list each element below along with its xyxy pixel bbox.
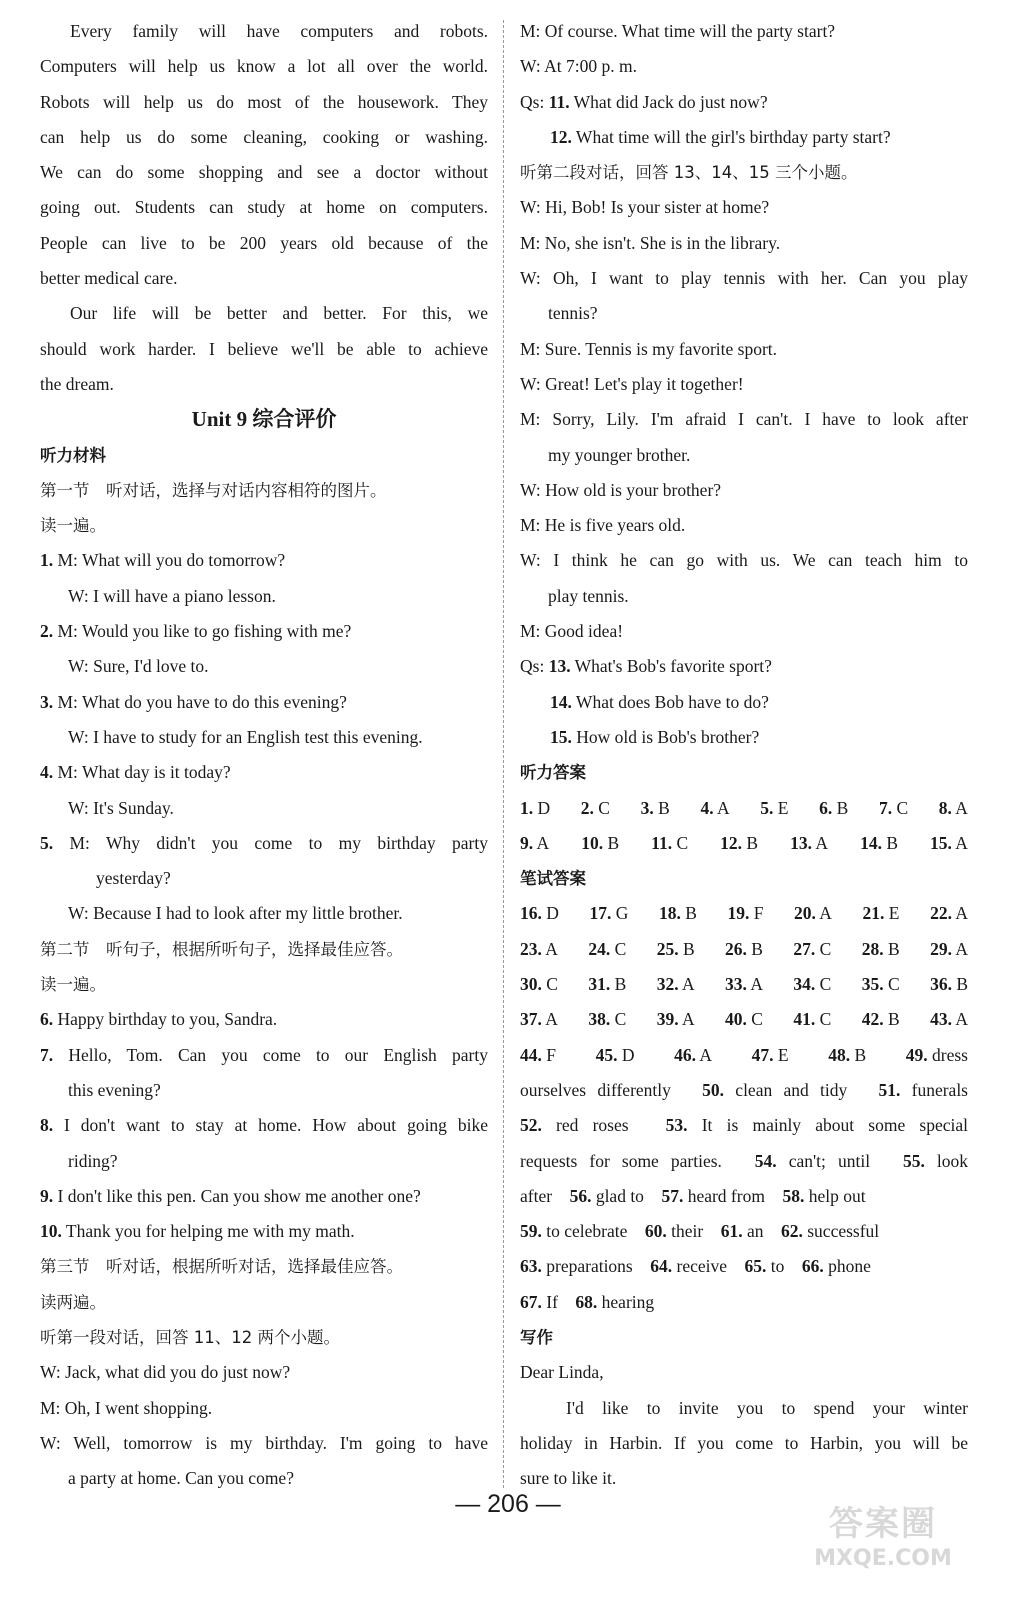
answer-item: 34. C: [793, 974, 832, 995]
answer-item: 37. A: [520, 1009, 558, 1030]
answer-item: 27. C: [793, 938, 832, 959]
answer-item: 17. G: [589, 903, 629, 924]
text-line: Qs: 13. What's Bob's favorite sport?: [520, 656, 772, 677]
text-line: 6. Happy birthday to you, Sandra.: [40, 1009, 278, 1030]
right-column: [520, 14, 968, 1496]
text-line: better medical care.: [40, 268, 178, 289]
text-line: after 56. glad to 57. heard from 58. help out: [520, 1185, 866, 1206]
answer-item: 4. A: [700, 797, 730, 818]
text-line: riding?: [68, 1150, 118, 1171]
answer-item: 40. C: [725, 1009, 763, 1030]
section-heading: 听力材料: [40, 445, 106, 465]
answer-item: 47. E: [751, 1044, 789, 1065]
answer-row: [520, 791, 968, 826]
text-line: requests for some parties. 54. can't; until 55. look: [520, 1150, 968, 1171]
answer-item: 22. A: [930, 903, 968, 924]
section-heading: 听力答案: [520, 763, 586, 783]
answer-item: 42. B: [861, 1009, 900, 1030]
text-line: 第二节 听句子，根据所听句子，选择最佳应答。: [40, 939, 403, 959]
answer-item: 43. A: [930, 1009, 968, 1030]
text-line: W: I will have a piano lesson.: [68, 585, 276, 606]
text-line: can help us do some cleaning, cooking or washing.: [40, 126, 488, 147]
text-line: W: It's Sunday.: [68, 797, 174, 818]
section-heading: 写作: [520, 1327, 553, 1347]
text-line: W: I have to study for an English test this evening.: [68, 726, 423, 747]
watermark-url: MXQE.COM: [814, 1546, 952, 1571]
answer-item: 33. A: [725, 974, 763, 995]
answer-item: 45. D: [595, 1044, 635, 1065]
text-line: 听第二段对话，回答 13、14、15 三个小题。: [520, 163, 858, 183]
text-line: my younger brother.: [548, 444, 691, 465]
text-line: Qs: 11. What did Jack do just now?: [520, 91, 768, 112]
text-line: M: Of course. What time will the party start?: [520, 21, 836, 41]
text-line: 15. How old is Bob's brother?: [550, 726, 760, 747]
answer-item: 20. A: [794, 903, 832, 924]
watermark-text: 答案圈: [829, 1504, 937, 1544]
text-line: Every family will have computers and robots.: [70, 21, 488, 41]
text-line: 读两遍。: [40, 1292, 106, 1312]
text-line: 9. I don't like this pen. Can you show me another one?: [40, 1185, 421, 1206]
text-line: going out. Students can study at home on computers.: [40, 197, 488, 218]
text-line: 14. What does Bob have to do?: [550, 691, 769, 712]
text-line: 5. M: Why didn't you come to my birthday party: [40, 832, 488, 853]
text-line: W: Well, tomorrow is my birthday. I'm going to have: [40, 1432, 488, 1453]
answer-item: 36. B: [930, 974, 968, 995]
text-line: a party at home. Can you come?: [68, 1468, 294, 1489]
text-line: sure to like it.: [520, 1468, 617, 1489]
answer-item: 10. B: [581, 832, 620, 853]
text-line: 2. M: Would you like to go fishing with me?: [40, 621, 352, 642]
text-line: 7. Hello, Tom. Can you come to our English party: [40, 1044, 488, 1065]
text-line: should work harder. I believe we'll be able to achieve: [40, 338, 488, 359]
text-line: I'd like to invite you to spend your winter: [566, 1397, 968, 1418]
text-line: 1. M: What will you do tomorrow?: [40, 550, 286, 571]
text-line: 10. Thank you for helping me with my math.: [40, 1221, 355, 1242]
answer-item: 48. B: [828, 1044, 867, 1065]
text-line: M: He is five years old.: [520, 515, 686, 536]
text-line: tennis?: [548, 303, 598, 324]
answer-item: 46. A: [674, 1044, 713, 1065]
text-line: 52. red roses 53. It is mainly about some special: [520, 1115, 968, 1136]
text-line: Our life will be better and better. For this, we: [70, 303, 488, 324]
text-line: 59. to celebrate 60. their 61. an 62. successful: [520, 1221, 880, 1242]
text-line: Robots will help us do most of the housework. They: [40, 91, 488, 112]
answer-item: 35. C: [861, 974, 900, 995]
text-line: M: Sorry, Lily. I'm afraid I can't. I have to look after: [520, 409, 968, 430]
text-line: 3. M: What do you have to do this evening?: [40, 691, 347, 712]
answer-item: 25. B: [656, 938, 695, 959]
answer-item: 1. D: [520, 797, 551, 818]
text-line: M: Sure. Tennis is my favorite sport.: [520, 338, 778, 359]
answer-item: 28. B: [861, 938, 900, 959]
answer-row: [520, 896, 968, 931]
answer-item: 11. C: [651, 832, 689, 853]
answer-item: 16. D: [520, 903, 559, 924]
answer-item: 39. A: [656, 1009, 695, 1030]
text-line: 8. I don't want to stay at home. How about going bike: [40, 1115, 488, 1136]
answer-item: 12. B: [720, 832, 759, 853]
answer-item: 5. E: [760, 797, 789, 818]
watermark-logo: [778, 1502, 988, 1582]
answer-item: 19. F: [727, 903, 764, 924]
answer-row: [520, 967, 968, 1002]
text-line: 读一遍。: [40, 975, 106, 995]
text-line: holiday in Harbin. If you come to Harbin, you will be: [520, 1432, 968, 1453]
text-line: 4. M: What day is it today?: [40, 762, 231, 783]
text-line: play tennis.: [548, 585, 629, 606]
answer-item: 26. B: [725, 938, 763, 959]
answer-item: 32. A: [656, 974, 695, 995]
text-line: M: Oh, I went shopping.: [40, 1397, 213, 1418]
text-line: Dear Linda,: [520, 1362, 604, 1383]
page-number: — 206 —: [455, 1490, 561, 1518]
answer-item: 6. B: [819, 797, 849, 818]
text-line: W: Oh, I want to play tennis with her. Can you play: [520, 268, 968, 289]
answer-item: 38. C: [588, 1009, 627, 1030]
text-line: the dream.: [40, 373, 114, 394]
text-line: W: I think he can go with us. We can teach him to: [520, 550, 968, 571]
answer-item: 7. C: [878, 797, 909, 818]
answer-item: 41. C: [793, 1009, 832, 1030]
section-title: Unit 9 综合评价: [191, 407, 337, 432]
text-line: W: Because I had to look after my little brother.: [68, 903, 403, 924]
answer-item: 44. F: [520, 1044, 556, 1065]
answer-item: 2. C: [580, 797, 610, 818]
answer-item: 18. B: [658, 903, 697, 924]
text-line: Computers will help us know a lot all over the world.: [40, 56, 488, 77]
text-line: ourselves differently 50. clean and tidy 51. funerals: [520, 1079, 968, 1100]
answer-item: 15. A: [930, 832, 968, 853]
text-line: W: How old is your brother?: [520, 479, 722, 500]
answer-row: [520, 826, 968, 861]
text-line: W: Hi, Bob! Is your sister at home?: [520, 197, 770, 218]
answer-item: 21. E: [862, 903, 900, 924]
left-column: [40, 14, 488, 1496]
answer-item: 3. B: [640, 797, 670, 818]
answer-item: 9. A: [520, 832, 550, 853]
text-line: W: Great! Let's play it together!: [520, 373, 744, 394]
answer-item: 24. C: [588, 938, 627, 959]
section-heading: 笔试答案: [520, 869, 586, 889]
answer-item: 23. A: [520, 938, 558, 959]
column-divider: [503, 20, 504, 1488]
text-line: W: Jack, what did you do just now?: [40, 1362, 291, 1383]
text-line: 第一节 听对话，选择与对话内容相符的图片。: [40, 480, 387, 500]
text-line: this evening?: [68, 1079, 161, 1100]
text-line: 63. preparations 64. receive 65. to 66. phone: [520, 1256, 871, 1277]
answer-item: 13. A: [790, 832, 829, 853]
answer-item: 31. B: [588, 974, 627, 995]
text-line: yesterday?: [96, 868, 171, 889]
text-line: People can live to be 200 years old because of the: [40, 232, 488, 253]
answer-row: [520, 932, 968, 967]
text-line: 读一遍。: [40, 516, 106, 536]
answer-item: 30. C: [520, 974, 558, 995]
answer-item: 8. A: [938, 797, 968, 818]
answer-row: [520, 1038, 968, 1073]
answer-row: [520, 1002, 968, 1037]
answer-item: 49. dress: [905, 1044, 968, 1065]
text-line: 67. If 68. hearing: [520, 1291, 655, 1312]
text-line: W: At 7:00 p. m.: [520, 56, 637, 77]
text-line: M: No, she isn't. She is in the library.: [520, 232, 781, 253]
text-line: 12. What time will the girl's birthday party start?: [550, 126, 891, 147]
text-line: M: Good idea!: [520, 621, 624, 642]
text-line: 第三节 听对话，根据所听对话，选择最佳应答。: [40, 1257, 403, 1277]
answer-item: 29. A: [930, 938, 968, 959]
answer-item: 14. B: [860, 832, 898, 853]
text-line: W: Sure, I'd love to.: [68, 656, 209, 677]
text-line: We can do some shopping and see a doctor without: [40, 162, 488, 183]
text-line: 听第一段对话，回答 11、12 两个小题。: [40, 1327, 340, 1347]
